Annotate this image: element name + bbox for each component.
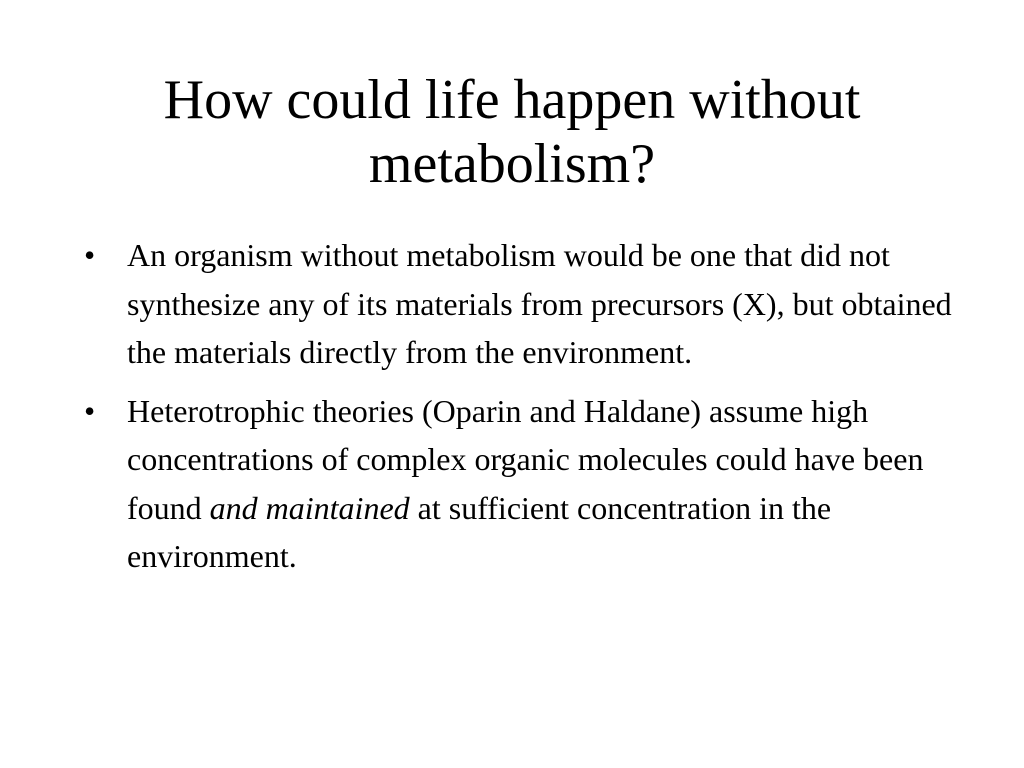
slide-title (60, 68, 964, 196)
slide-title-line-2: metabolism? (368, 133, 656, 195)
slide-title-line-1: How could life happen without (163, 69, 861, 131)
bullet-text-start: Heterotrophic theories (Oparin and Haldane) assume high concentrations of complex organic molecules could have been found (127, 392, 924, 526)
bullet-list (84, 231, 964, 589)
bullet-text-end: at sufficient concentration in the environment. (127, 489, 832, 574)
bullet-text: An organism without metabolism would be one that did not synthesize any of its materials from precursors (X), but obtained the materials directly from the environment. (127, 237, 952, 370)
bullet-item-1 (84, 231, 964, 377)
bullet-item-2 (84, 387, 964, 581)
bullet-dot-icon: • (84, 392, 96, 429)
bullet-text-italic: and maintained (209, 489, 410, 526)
bullet-dot-icon: • (84, 237, 96, 273)
